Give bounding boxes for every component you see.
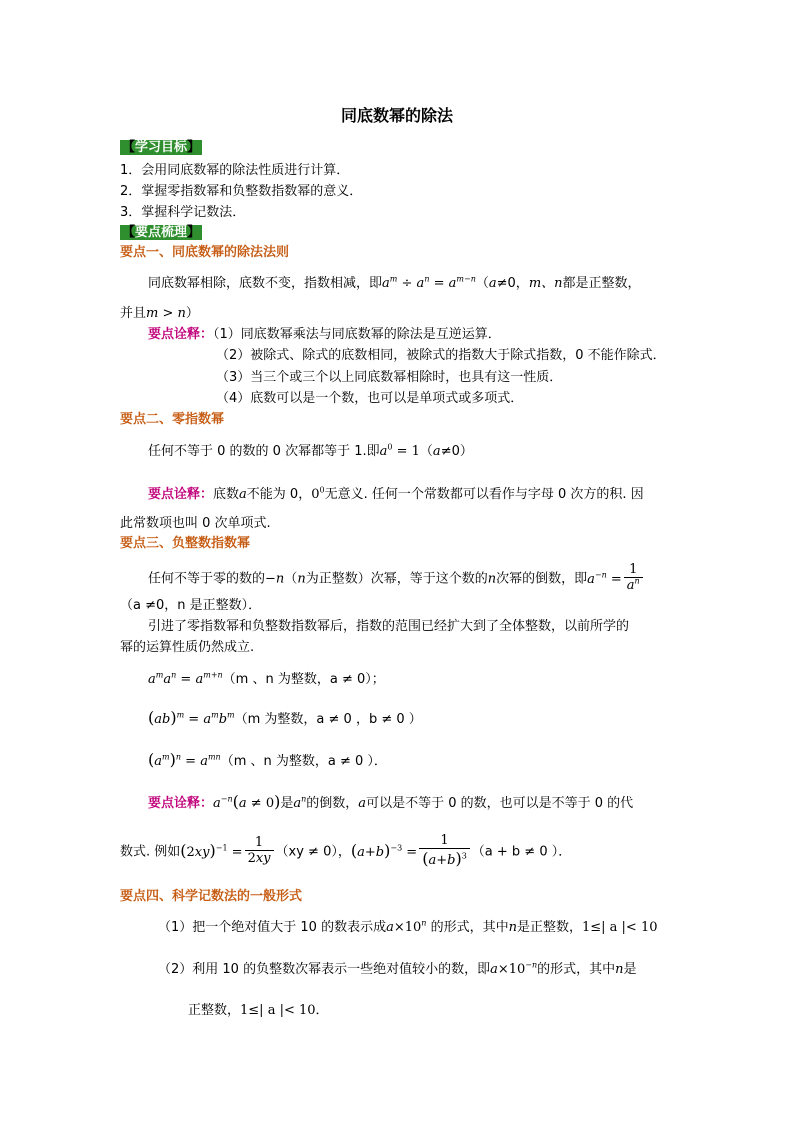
point3-note: 要点诠释：$a^{-n}(a \ne 0)$是$a^n$的倒数，a可以是不等于 0 的数，也可以是不等于 0 的代 (148, 792, 634, 811)
formula-1: $a^ma^n = a^{m+n}(m$ 、n 为整数，a ≠ 0）； (148, 670, 385, 687)
point2-text: 任何不等于 0 的数的 0 次幂都等于 1.即$a^0 = 1(a\ne 0)$ (148, 442, 473, 459)
point2-note: 要点诠释：底数a不能为 0，$0^0$无意义. 任何一个常数都可以看作与字母 0 次方的积. 因 (148, 485, 644, 502)
point1-note-3: （3）当三个或三个以上同底数幂相除时，也具有这一性质． (216, 370, 563, 385)
point4-item-2: （2）利用 10 的负整数次幂表示一些绝对值较小的数，即$a\times 10^{-n}$的形式，其中n是 (158, 960, 637, 977)
point2-note-cont: 此常数项也叫 0 次单项式. (120, 516, 271, 531)
point4-heading: 要点四、科学记数法的一般形式 (120, 889, 303, 904)
formula-3: $(a^m)^n = a^{mn}(m$ 、n 为整数，a ≠ 0 ）． (148, 750, 387, 769)
point3-heading: 要点三、负整数指数幂 (120, 536, 251, 551)
point1-note-4: （4）底数可以是一个数，也可以是单项式或多项式． (216, 391, 524, 406)
point1-text: 同底数幂相除，底数不变，指数相减，即$a^m \div a^n = a^{m-n}(a\ne 0$，m、n都是正整数， (148, 274, 641, 291)
page-title: 同底数幂的除法 (340, 106, 453, 125)
point3-note-example: 数式. 例如$(2xy)^{-1}$ = $\frac{1}{2xy}$ （xy ≠ 0），$(a+b)^{-3}$ = $\frac{1}{(a+b)^3}$ （a + b ≠ 0 ）． (120, 833, 572, 869)
summary-header: 【要点梳理】 (122, 225, 201, 240)
goal-item-2: 2．掌握零指数幂和负整数指数幂的意义． (120, 184, 363, 199)
formula-2: $(ab)^m = a^mb^m(m$ 为整数，a ≠ 0 ，b ≠ 0 ） (148, 708, 422, 727)
goal-item-3: 3．掌握科学记数法． (120, 205, 246, 220)
point3-line1: 任何不等于零的数的−n（n为正整数）次幂，等于这个数的n次幂的倒数，即$a^{-n}$ = $\frac{1}{a^n}$ (148, 563, 645, 595)
point4-item-2-cont: 正整数，1≤| a |< 10． (188, 1003, 329, 1018)
point3-line4: 幂的运算性质仍然成立. (120, 640, 255, 655)
point1-heading: 要点一、同底数幂的除法法则 (120, 245, 290, 260)
point3-line3: 引进了零指数幂和负整数指数幂后，指数的范围已经扩大到了全体整数，以前所学的 (148, 619, 630, 634)
point4-item-1: （1）把一个绝对值大于 10 的数表示成$a\times 10^n$ 的形式，其中n是正整数，1≤| a |< 10 (158, 918, 658, 935)
goal-item-1: 1．会用同底数幂的除法性质进行计算． (120, 163, 350, 178)
point1-note-2: （2）被除式、除式的底数相同，被除式的指数大于除式指数，0 不能作除式． (216, 348, 666, 363)
point1-cont: 并且m > n） (120, 306, 199, 321)
point2-heading: 要点二、零指数幂 (120, 412, 225, 427)
point1-note-1: 要点诠释：（1）同底数幂乘法与同底数幂的除法是互逆运算． (148, 327, 501, 342)
point3-line2: （a ≠0，n 是正整数）． (120, 598, 262, 613)
goals-header: 【学习目标】 (122, 140, 201, 155)
